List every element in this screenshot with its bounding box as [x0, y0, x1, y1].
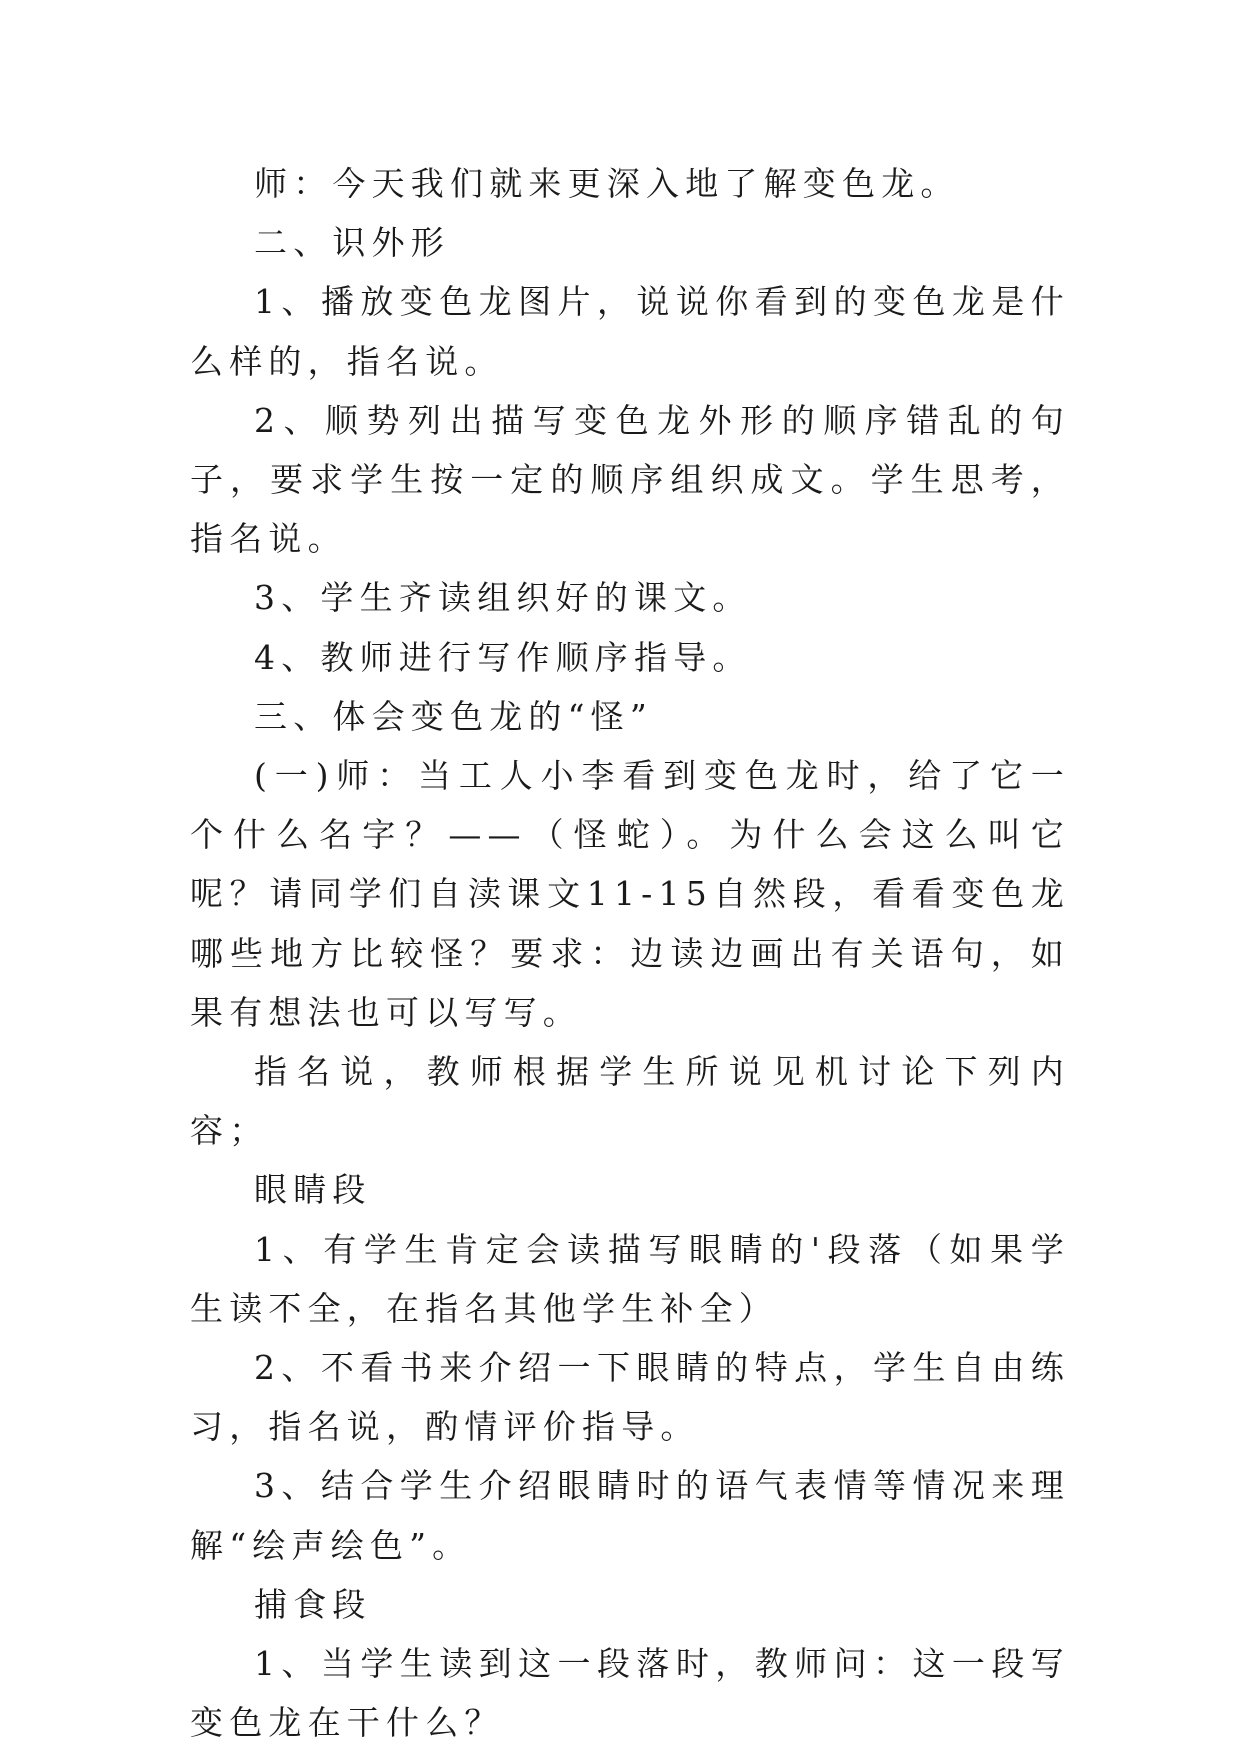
- paragraph-eyes-1: 1、有学生肯定会读描写眼睛的'段落（如果学生读不全，在指名其他学生补全）: [190, 1229, 1070, 1328]
- paragraph-step-1: 1、播放变色龙图片，说说你看到的变色龙是什么样的，指名说。: [190, 282, 1070, 381]
- paragraph-hunting-1: 1、当学生读到这一段落时，教师问：这一段写变色龙在干什么？: [190, 1644, 1070, 1743]
- paragraph-step-4: 4、教师进行写作顺序指导。: [254, 637, 752, 677]
- heading-eyes: 眼睛段: [254, 1170, 372, 1210]
- paragraph-teacher-intro: 师：今天我们就来更深入地了解变色龙。: [254, 164, 960, 203]
- paragraph-discussion: 指名说，教师根据学生所说见机讨论下列内容；: [190, 1052, 1070, 1151]
- heading-appearance: 二、识外形: [254, 223, 450, 263]
- heading-hunting: 捕食段: [254, 1584, 372, 1624]
- paragraph-step-2: 2、顺势列出描写变色龙外形的顺序错乱的句子，要求学生按一定的顺序组织成文。学生思考，指名说。: [190, 400, 1070, 559]
- paragraph-eyes-3: 3、结合学生介绍眼睛时的语气表情等情况来理解“绘声绘色”。: [190, 1466, 1070, 1565]
- paragraph-eyes-2: 2、不看书来介绍一下眼睛的特点，学生自由练习，指名说，酌情评价指导。: [190, 1348, 1070, 1447]
- paragraph-part-one: (一)师：当工人小李看到变色龙时，给了它一个什么名字？——（怪蛇）。为什么会这么叫它呢？请同学们自渎课文11-15自然段，看看变色龙哪些地方比较怪？要求：边读边画出有关语句，如果有想法也可以写写。: [190, 756, 1070, 1032]
- heading-strange: 三、体会变色龙的“怪”: [254, 696, 653, 736]
- paragraph-step-3: 3、学生齐读组织好的课文。: [254, 578, 752, 618]
- document-body: [190, 154, 1070, 1752]
